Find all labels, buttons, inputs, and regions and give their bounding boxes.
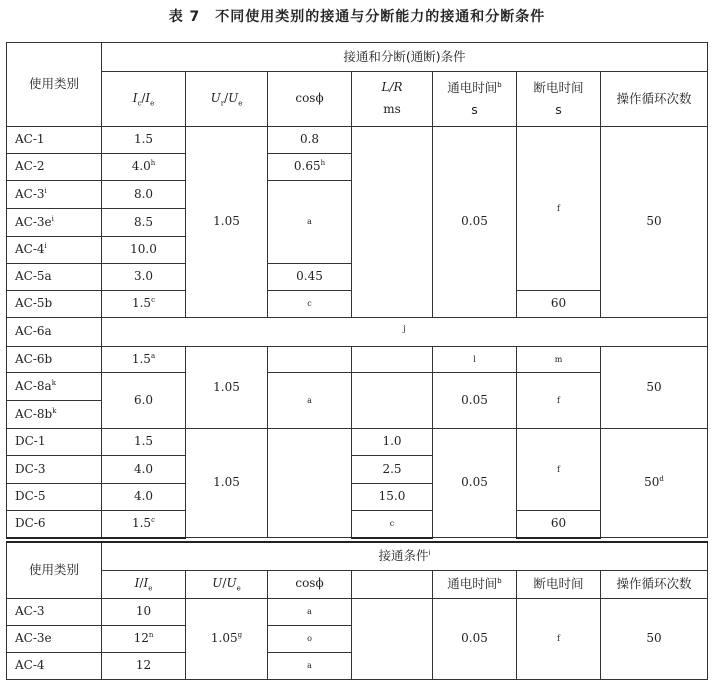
category-cell: DC-1: [7, 429, 102, 456]
ic-cell: 1.5$^a$: [102, 347, 186, 373]
on-time-cell: 0.05: [433, 598, 517, 679]
ur-cell: 1.05: [186, 429, 268, 538]
off-time-cell: f: [517, 429, 601, 511]
category-cell: AC-3$^i$: [7, 181, 102, 209]
cos-cell: a: [268, 598, 352, 625]
ic-ie-header: $I_c/I_e$: [102, 72, 186, 127]
category-cell: $AC-8a^k$: [7, 373, 102, 401]
i-cell: 10: [102, 598, 186, 625]
category-cell: DC-5: [7, 484, 102, 511]
table-title: 表 7 不同使用类别的接通与分断能力的接通和分断条件: [168, 9, 546, 25]
u-cell: 1.05$^g$: [186, 598, 268, 679]
cos-cell: c: [268, 291, 352, 318]
cos-cell: o: [268, 625, 352, 652]
ic-cell: 1.5$^c$: [102, 511, 186, 538]
on-time-header: 通电时间$^b$: [433, 570, 517, 598]
category-cell: AC-1: [7, 127, 102, 154]
breaking-capacity-table: [6, 42, 708, 539]
category-cell: AC-5b: [7, 291, 102, 318]
group-header: 接通和分断(通断)条件: [102, 43, 708, 72]
on-time-cell: 0.05: [433, 429, 517, 538]
category-cell: AC-6b: [7, 347, 102, 373]
category-cell: AC-3: [7, 598, 102, 625]
empty-cell: [352, 598, 433, 679]
cycles-cell: 50: [601, 598, 708, 679]
lr-cell: 2.5: [352, 456, 433, 484]
category-cell: $AC-3e^i$: [7, 209, 102, 237]
cos-cell: 0.8: [268, 127, 352, 154]
category-cell: AC-5a: [7, 264, 102, 291]
on-time-cell: 0.05: [433, 373, 517, 429]
u-ue-header: $U/U_e$: [186, 570, 268, 598]
on-time-cell: 0.05: [433, 127, 517, 318]
category-cell: $AC-8b^k$: [7, 401, 102, 429]
lr-header: L/R ms: [352, 72, 433, 127]
off-time-cell: f: [517, 598, 601, 679]
category-cell: AC-4$^i$: [7, 237, 102, 264]
cos-cell: [268, 347, 352, 373]
i-ie-header: $I/I_e$: [102, 570, 186, 598]
lr-cell: 15.0: [352, 484, 433, 511]
category-cell: AC-4: [7, 652, 102, 679]
off-time-header: 断电时间 s: [517, 72, 601, 127]
ac6a-note-cell: j: [102, 318, 708, 347]
category-cell: DC-6: [7, 511, 102, 538]
empty-header: [352, 570, 433, 598]
ic-cell: 4.0$^h$: [102, 154, 186, 181]
cos-cell: 0.45: [268, 264, 352, 291]
cos-cell: a: [268, 181, 352, 264]
ur-cell: 1.05: [186, 127, 268, 318]
lr-cell: [352, 127, 433, 318]
i-cell: 12: [102, 652, 186, 679]
group-header: 接通条件$^i$: [102, 542, 708, 570]
category-cell: AC-6a: [7, 318, 102, 347]
lr-cell: c: [352, 511, 433, 538]
category-cell: AC-3e: [7, 625, 102, 652]
cycles-cell: 50: [601, 347, 708, 429]
cos-cell: 0.65$^h$: [268, 154, 352, 181]
ic-cell: 8.5: [102, 209, 186, 237]
lr-cell: [352, 347, 433, 373]
ic-cell: 1.5: [102, 127, 186, 154]
off-time-cell: 60: [517, 511, 601, 538]
ic-cell: 10.0: [102, 237, 186, 264]
category-cell: AC-2: [7, 154, 102, 181]
making-conditions-table: [6, 541, 708, 680]
off-time-cell: 60: [517, 291, 601, 318]
i-cell: 12$^n$: [102, 625, 186, 652]
cos-header: cosϕ: [268, 570, 352, 598]
ic-cell: 1.5: [102, 429, 186, 456]
off-time-cell: f: [517, 127, 601, 291]
category-header: 使用类别: [7, 542, 102, 598]
ic-cell: 4.0: [102, 484, 186, 511]
off-time-cell: m: [517, 347, 601, 373]
cos-cell: a: [268, 652, 352, 679]
cos-cell: a: [268, 373, 352, 429]
lr-cell: 1.0: [352, 429, 433, 456]
category-cell: DC-3: [7, 456, 102, 484]
cos-header: cosϕ: [268, 72, 352, 127]
cycles-cell: 50: [601, 127, 708, 318]
ic-cell: 4.0: [102, 456, 186, 484]
cycles-header: 操作循环次数: [601, 570, 708, 598]
ic-cell: 8.0: [102, 181, 186, 209]
cycles-cell: 50$^d$: [601, 429, 708, 538]
off-time-header: 断电时间: [517, 570, 601, 598]
lr-cell: [352, 373, 433, 429]
ic-cell: 6.0: [102, 373, 186, 429]
ur-cell: 1.05: [186, 347, 268, 429]
cos-cell: [268, 429, 352, 538]
ur-ue-header: $U_r/U_e$: [186, 72, 268, 127]
ic-cell: 1.5$^c$: [102, 291, 186, 318]
category-header: 使用类别: [7, 43, 102, 127]
cycles-header: 操作循环次数: [601, 72, 708, 127]
off-time-cell: f: [517, 373, 601, 429]
on-time-header: 通电时间$^b$ s: [433, 72, 517, 127]
on-time-cell: l: [433, 347, 517, 373]
ic-cell: 3.0: [102, 264, 186, 291]
